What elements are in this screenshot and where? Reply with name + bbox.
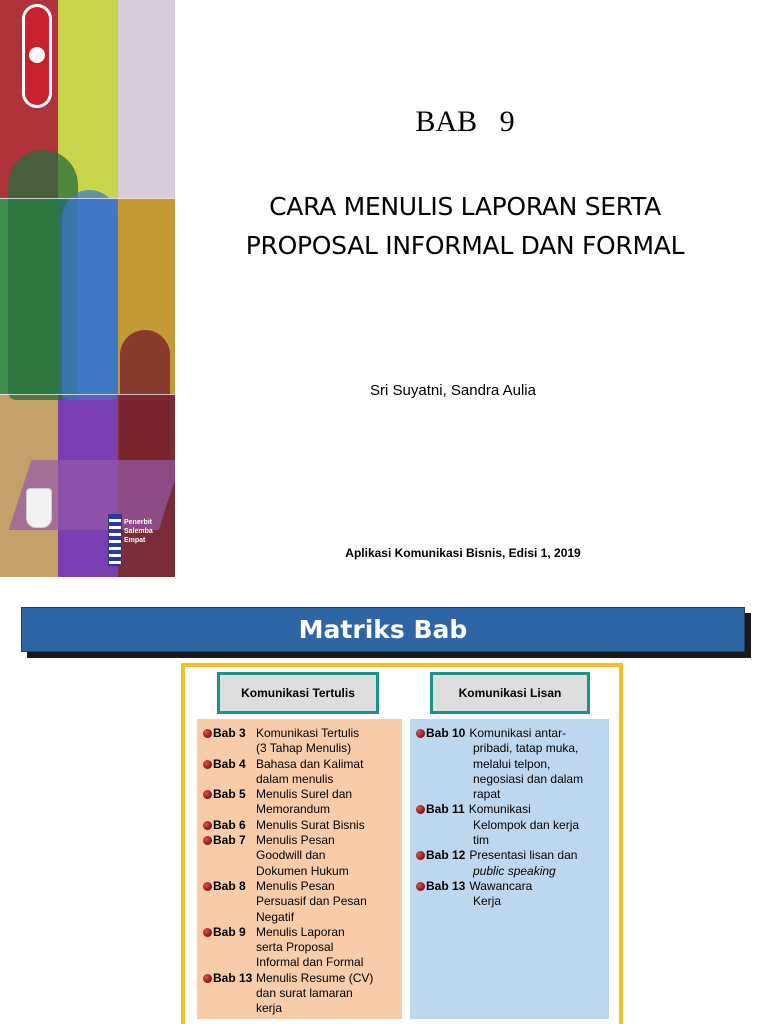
bullet-icon	[416, 882, 425, 891]
chapter-description-line: Menulis Pesan	[256, 833, 335, 848]
chapter-description	[256, 971, 402, 1017]
heading-oral-communication: Komunikasi Lisan	[430, 672, 590, 714]
matrix-title: Matriks Bab	[298, 615, 468, 644]
chapter-description-line: rapat	[473, 787, 501, 802]
bullet-icon	[203, 882, 212, 891]
chapter-number: Bab 13	[426, 878, 466, 893]
bullet-icon	[416, 729, 425, 738]
chapter-description-line: melalui telpon,	[473, 756, 551, 771]
chapter-item	[203, 818, 402, 833]
written-chapters-list	[197, 719, 402, 1019]
chapter-description-line: kerja	[256, 1001, 283, 1016]
bullet-icon	[416, 805, 425, 814]
chapter-number: Bab 9	[213, 924, 246, 939]
chapter-description	[256, 879, 402, 925]
chapter-description-line: Bahasa dan Kalimat	[256, 756, 364, 771]
chapter-item	[203, 726, 402, 757]
chapter-item	[416, 726, 609, 802]
slide-title	[195, 187, 735, 265]
chapter-description-line: Menulis Resume (CV)	[256, 970, 374, 985]
chapter-item	[416, 848, 609, 879]
chapter-description	[256, 818, 402, 833]
chapter-description	[426, 802, 609, 848]
cover-photo	[0, 0, 175, 577]
ribbon-logo-icon	[22, 4, 52, 108]
book-edition: Aplikasi Komunikasi Bisnis, Edisi 1, 2019	[345, 546, 581, 560]
chapter-description	[426, 726, 609, 802]
chapter-number: Bab 5	[213, 787, 246, 802]
bullet-icon	[416, 851, 425, 860]
chapter-description-line	[426, 879, 609, 894]
chapter-item	[203, 787, 402, 818]
chapter-description-line: Dokumen Hukum	[256, 863, 349, 878]
publisher-logo-line: Penerbit	[124, 519, 153, 526]
chapter-description-line: pribadi, tatap muka,	[473, 741, 579, 756]
chapter-number: Bab 3	[213, 726, 246, 740]
chapter-number: Bab 13	[213, 970, 253, 985]
chapter-description-text: Wawancara	[469, 878, 533, 893]
chapter-description-line	[426, 726, 609, 741]
bullet-icon	[203, 821, 212, 830]
chapter-item	[203, 833, 402, 879]
title-line: PROPOSAL INFORMAL DAN FORMAL	[245, 231, 685, 260]
chapter-description	[256, 833, 402, 879]
publisher-mark-icon	[108, 514, 122, 566]
publisher-logo	[108, 510, 172, 570]
chapter-item	[203, 925, 402, 971]
publisher-logo-line: Salemba Empat	[124, 528, 153, 544]
bullet-icon	[203, 729, 212, 738]
chapter-description-line: Komunikasi Tertulis	[256, 726, 360, 740]
chapter-item	[416, 802, 609, 848]
chapter-description-line: tim	[473, 833, 489, 848]
chapter-number: Bab 12	[426, 848, 466, 863]
chapter-number: Bab 11	[426, 802, 465, 817]
chapter-description-text: Komunikasi	[468, 802, 531, 817]
chapter-description	[256, 726, 402, 757]
chapter-description	[256, 787, 402, 818]
chapter-description-line: Negatif	[256, 909, 295, 924]
chapter-description	[256, 757, 402, 788]
chapter-item	[416, 879, 609, 910]
bullet-icon	[203, 974, 212, 983]
chapter-description-line: Persuasif dan Pesan	[256, 894, 367, 909]
chapter-description-line: dalam menulis	[256, 771, 334, 786]
chapter-description-line: public speaking	[473, 863, 556, 878]
chapter-description	[256, 925, 402, 971]
chapter-number: Bab 7	[213, 833, 246, 848]
chapter-number: BAB 9	[415, 105, 515, 138]
chapter-description-line: Memorandum	[256, 802, 331, 817]
chapter-description-line: negosiasi dan dalam	[473, 771, 584, 786]
chapter-description-line: Menulis Laporan	[256, 924, 345, 939]
chapter-description-line: Informal dan Formal	[256, 955, 364, 970]
chapter-description	[426, 848, 609, 879]
chapter-description-line: (3 Tahap Menulis)	[256, 741, 352, 756]
chapter-description-line: Menulis Pesan	[256, 878, 335, 893]
chapter-description-line	[426, 848, 609, 863]
chapter-item	[203, 757, 402, 788]
chapter-description-text: Presentasi lisan dan	[469, 848, 578, 863]
chapter-description-line: Goodwill dan	[256, 848, 326, 863]
title-line: CARA MENULIS LAPORAN SERTA	[269, 192, 661, 221]
chapter-description-line: Kerja	[473, 894, 502, 909]
chapter-number: Bab 4	[213, 756, 246, 771]
chapter-description-line: serta Proposal	[256, 940, 334, 955]
authors: Sri Suyatni, Sandra Aulia	[370, 382, 536, 399]
bullet-icon	[203, 836, 212, 845]
chapter-description-line: Menulis Surat Bisnis	[256, 817, 365, 832]
heading-written-communication: Komunikasi Tertulis	[217, 672, 379, 714]
chapter-description-line: Kelompok dan kerja	[473, 817, 580, 832]
bullet-icon	[203, 790, 212, 799]
chapter-number: Bab 6	[213, 817, 246, 832]
chapter-number: Bab 8	[213, 878, 246, 893]
header-bar	[21, 607, 745, 652]
matrix-slide	[0, 577, 768, 1024]
chapter-description-line: dan surat lamaran	[256, 986, 353, 1001]
chapter-number: Bab 10	[426, 726, 466, 740]
chapter-item	[203, 879, 402, 925]
chapter-description-line	[426, 802, 609, 817]
coffee-cup-icon	[26, 488, 52, 528]
chapter-description	[426, 879, 609, 910]
bullet-icon	[203, 760, 212, 769]
chapter-description-text: Komunikasi antar-	[469, 726, 567, 740]
oral-chapters-list	[410, 719, 609, 1019]
chapter-description-line: Menulis Surel dan	[256, 787, 353, 802]
chapter-item	[203, 971, 402, 1017]
bullet-icon	[203, 928, 212, 937]
